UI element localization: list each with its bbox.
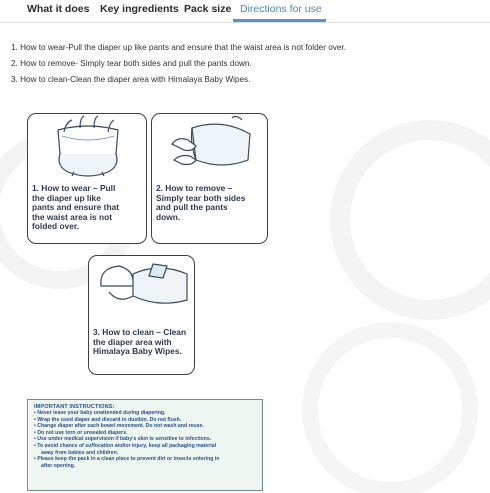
important-instructions-box xyxy=(27,399,263,491)
instructions-title: IMPORTANT INSTRUCTIONS: xyxy=(34,404,115,410)
tab-directions-for-use[interactable]: Directions for use xyxy=(240,3,322,15)
instruction-item: • To avoid chance of suffocation and/or injury, keep all packaging material xyxy=(34,442,217,449)
tab-key-ingredients[interactable]: Key ingredients xyxy=(100,3,179,15)
direction-item: 3. How to clean-Clean the diaper area with Himalaya Baby Wipes. xyxy=(11,75,251,84)
product-tabs xyxy=(0,0,490,23)
instruction-item: • Please keep the pack in a clean place to prevent dirt or insects entering in xyxy=(34,456,220,463)
instruction-item: • Do not use torn or unsealed diapers. xyxy=(34,429,128,436)
active-tab-indicator xyxy=(233,19,326,22)
clean-illustration xyxy=(89,256,196,376)
remove-caption: 2. How to remove – Simply tear both sides and pull the pants down. xyxy=(156,183,246,222)
clean-caption: 3. How to clean – Clean the diaper area with Himalaya Baby Wipes. xyxy=(93,327,187,357)
instruction-item: away from babies and children. xyxy=(41,449,119,456)
instruction-item: • Change diaper after each bowel movement. Do not wash and reuse. xyxy=(34,423,204,430)
instruction-item: after opening. xyxy=(41,462,76,469)
panel-how-to-wear xyxy=(27,113,147,244)
directions-list xyxy=(11,40,346,88)
panel-how-to-clean xyxy=(88,255,195,375)
tab-what-it-does[interactable]: What it does xyxy=(27,3,90,15)
instruction-item: • Wrap the used diaper and discard in dustbin. Do not flush. xyxy=(34,416,182,423)
remove-illustration xyxy=(152,114,269,245)
direction-item: 1. How to wear-Pull the diaper up like pants and ensure that the waist area is not folder over. xyxy=(11,43,346,52)
wear-caption: 1. How to wear – Pull the diaper up like pants and ensure that the waist area is not folded over. xyxy=(32,183,120,232)
direction-item: 2. How to remove- Simply tear both sides and pull the pants down. xyxy=(11,59,252,68)
instruction-item: • Never leave your baby unattended during diapering. xyxy=(34,410,166,416)
panel-how-to-remove xyxy=(151,113,268,244)
tab-pack-size[interactable]: Pack size xyxy=(184,3,232,15)
instruction-item: • Use under medical supervision if baby's skin is sensitive to infections. xyxy=(34,436,212,443)
